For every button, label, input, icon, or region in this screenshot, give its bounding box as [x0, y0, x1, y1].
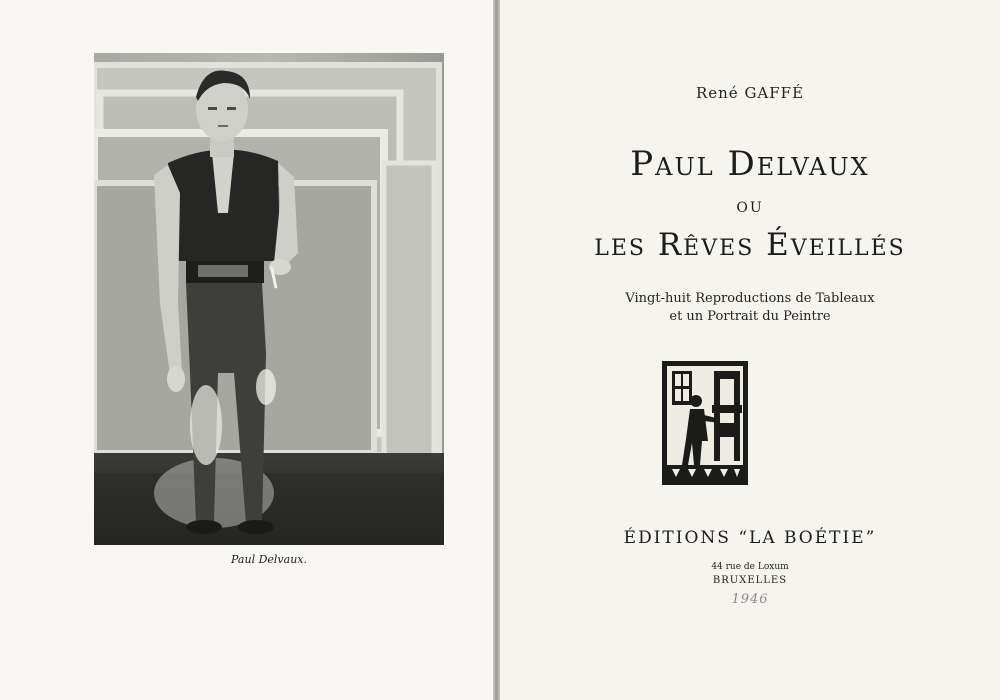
book-subtitle: [500, 290, 1000, 326]
book-title-line-1: Paul Delvaux: [630, 144, 870, 184]
handwritten-year-annotation: 1946: [731, 592, 769, 607]
subtitle-line-1: Vingt-huit Reproductions de Tableaux: [625, 291, 875, 306]
portrait-photo: [94, 53, 444, 545]
publisher-name: ÉDITIONS “LA BOÉTIE”: [623, 528, 877, 548]
book-title-line-2: ou: [736, 193, 764, 217]
subtitle-line-2: et un Portrait du Peintre: [669, 309, 831, 324]
book-gutter: [493, 0, 500, 700]
publisher-address: 44 rue de Loxum: [711, 562, 789, 572]
publisher-city: BRUXELLES: [712, 575, 788, 586]
author-name: René GAFFÉ: [695, 84, 805, 102]
book-title-line-3: les Rêves Éveillés: [594, 227, 906, 263]
photo-caption: Paul Delvaux.: [231, 553, 307, 566]
woodcut-printer-icon: [662, 361, 748, 485]
portrait-photo-illustration: [94, 53, 444, 545]
